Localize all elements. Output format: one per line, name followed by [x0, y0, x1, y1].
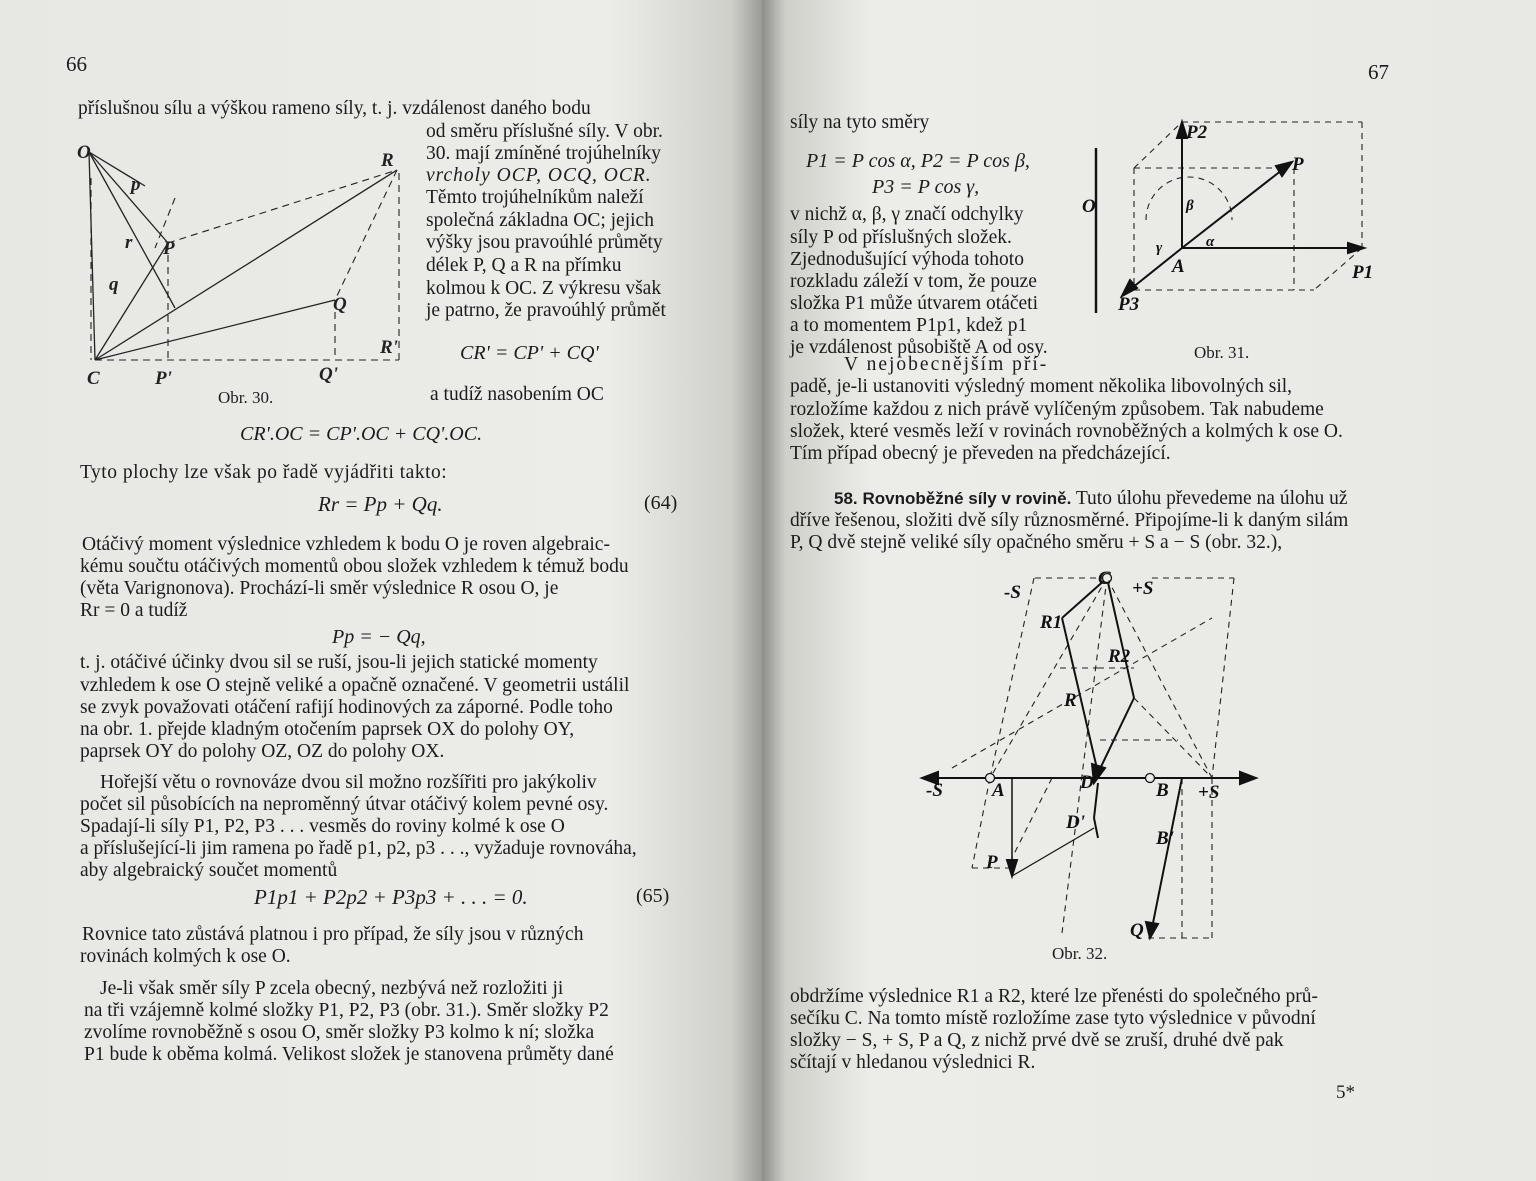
label-R2: R2: [1108, 646, 1131, 667]
text-line: zvolíme rovnoběžně s osou O, směr složky P3 kolmo k ní; složka: [84, 1022, 595, 1043]
figure-31-diagram: [1082, 108, 1382, 328]
text-line: na tři vzájemně kolmé složky P1, P2, P3 (obr. 31.). Směr složky P2: [84, 1000, 609, 1021]
label-D: D: [1080, 772, 1094, 793]
equation-p3: P3 = P cos γ,: [872, 176, 980, 198]
label-C: C: [87, 368, 100, 389]
label-A: A: [1172, 256, 1185, 277]
label-r: r: [125, 232, 133, 253]
text-line: rozložíme každou z nich právě vylíčeným způsobem. Tak nabudeme: [790, 399, 1324, 420]
text-line: kému součtu otáčivých momentů obou složek vzhledem k témuž bodu: [80, 556, 629, 577]
text-line: od směru příslušné síly. V obr.: [426, 121, 663, 142]
equation-65-number: (65): [636, 885, 670, 907]
text-line: (věta Varignonova). Prochází-li směr výslednice R osou O, je: [80, 578, 559, 599]
text-line: obdržíme výslednice R1 a R2, které lze přenésti do společného prů-: [790, 986, 1318, 1007]
text-line: rovinách kolmých k ose O.: [80, 946, 291, 967]
equation-64-number: (64): [644, 492, 678, 514]
label-p: p: [131, 174, 141, 195]
label-D-prime: D': [1066, 812, 1085, 833]
label-B: B: [1156, 780, 1169, 801]
label-R: R: [381, 150, 394, 171]
text-line: Otáčivý moment výslednice vzhledem k bodu O je roven algebraic-: [82, 534, 610, 555]
text-line: na obr. 1. přejde kladným otočením paprsek OX do polohy OY,: [80, 719, 575, 740]
text-line: a tudíž nasobením OC: [430, 384, 604, 405]
label-A: A: [992, 780, 1005, 801]
text-line: P, Q dvě stejně veliké síly opačného směru + S a − S (obr. 32.),: [790, 532, 1283, 553]
text-line: složka P1 může útvarem otáčeti: [790, 293, 1038, 314]
equation-64: Rr = Pp + Qq.: [318, 492, 443, 516]
label-plus-S-2: +S: [1198, 782, 1220, 803]
text-line: se zvyk považovati otáčení rafijí hodinových za záporné. Podle toho: [80, 697, 613, 718]
text-line: t. j. otáčivé účinky dvou sil se ruší, jsou-li jejich statické momenty: [80, 652, 598, 673]
text-line: Tím případ obecný je převeden na předcházející.: [790, 443, 1171, 464]
text-line: Zjednodušující výhoda tohoto: [790, 249, 1024, 270]
text-line: kolmou k OC. Z výkresu však: [426, 278, 662, 299]
label-P: P: [986, 852, 998, 873]
figure-32-caption: Obr. 32.: [1052, 944, 1108, 963]
figure-32-diagram: [912, 558, 1272, 950]
text-line: počet sil působících na neproměnný útvar otáčivý kolem pevné osy.: [80, 794, 609, 815]
label-alpha: α: [1206, 234, 1215, 250]
text-line: paprsek OY do polohy OZ, OZ do polohy OX.: [80, 741, 445, 762]
label-P1: P1: [1352, 262, 1374, 283]
right-page: [762, 0, 1536, 1181]
text-line: společná základna OC; jejich: [426, 210, 654, 231]
text-line: složek, které vesměs leží v rovinách rovnoběžných a kolmých k ose O.: [790, 421, 1343, 442]
text-line: délek P, Q a R na přímku: [426, 255, 622, 276]
text-line: sčítají v hledanou výslednici R.: [790, 1052, 1036, 1073]
label-q: q: [109, 274, 119, 295]
text-line: aby algebraický součet momentů: [80, 860, 338, 881]
figure-30-caption: Obr. 30.: [218, 388, 274, 407]
label-minus-S: -S: [1004, 582, 1021, 603]
text-line: Rovnice tato zůstává platnou i pro případ, že síly jsou v různých: [82, 924, 584, 945]
text-line: V nejobecnějším pří-: [844, 354, 1049, 375]
label-R-prime: R': [380, 337, 398, 358]
label-Q-prime: Q': [319, 364, 338, 385]
figure-31-caption: Obr. 31.: [1194, 343, 1250, 362]
text-line: sečíku C. Na tomto místě rozložíme zase tyto výslednice v původní: [790, 1008, 1316, 1029]
figure-30-diagram: [75, 138, 425, 393]
section-number: 58.: [834, 489, 858, 508]
equation-crp: CR' = CP' + CQ': [460, 342, 599, 364]
text-line: vrcholy OCP, OCQ, OCR.: [426, 165, 652, 186]
text-line: složky − S, + S, P a Q, z nichž prvé dvě se zruší, druhé dvě pak: [790, 1030, 1284, 1051]
text-line: Tyto plochy lze však po řadě vyjádřiti takto:: [80, 462, 448, 483]
label-R1: R1: [1040, 612, 1063, 633]
page-number-left: 66: [66, 52, 87, 76]
label-P: P: [163, 238, 175, 259]
text-line: v nichž α, β, γ značí odchylky: [790, 204, 1024, 225]
label-C: C: [1098, 568, 1111, 589]
text-line: Tuto úlohu převedeme na úlohu už: [1075, 488, 1348, 509]
text-line: příslušnou sílu a výškou rameno síly, t. j. vzdálenost daného bodu: [78, 98, 591, 119]
page-signature: 5*: [1336, 1082, 1355, 1103]
left-page: [0, 0, 762, 1181]
label-P: P: [1292, 154, 1304, 175]
text-line: síly na tyto směry: [790, 112, 930, 133]
text-line: je vzdálenost působiště A od osy.: [790, 337, 1048, 358]
text-line: výšky jsou pravoúhlé průměty: [426, 232, 663, 253]
label-O: O: [1082, 196, 1096, 217]
text-line: Rr = 0 a tudíž: [80, 600, 188, 621]
label-P2: P2: [1186, 122, 1208, 143]
text-line: Hořejší větu o rovnováze dvou sil možno rozšířiti pro jakýkoliv: [100, 772, 597, 793]
equation-components: P1 = P cos α, P2 = P cos β,: [806, 150, 1030, 172]
label-P-prime: P': [155, 368, 172, 389]
label-gamma: γ: [1156, 240, 1163, 256]
text-line: 30. mají zmíněné trojúhelníky: [426, 143, 662, 164]
label-O: O: [77, 142, 91, 163]
label-beta: β: [1186, 198, 1194, 214]
equation-pp: Pp = − Qq,: [332, 626, 426, 648]
page-number-right: 67: [1368, 60, 1389, 84]
section-heading: [834, 488, 1348, 510]
text-line: dříve řešenou, složiti dvě síly různosměrné. Připojíme-li k daným silám: [790, 510, 1349, 531]
label-plus-S: +S: [1132, 578, 1154, 599]
text-line: Je-li však směr síly P zcela obecný, nezbývá než rozložiti ji: [100, 978, 564, 999]
equation-product: CR'.OC = CP'.OC + CQ'.OC.: [240, 423, 483, 445]
text-line: a to momentem P1p1, kdež p1: [790, 315, 1028, 336]
text-line: rozkladu záleží v tom, že pouze: [790, 271, 1037, 292]
label-minus-S-2: -S: [926, 780, 943, 801]
text-line: síly P od příslušných složek.: [790, 227, 1012, 248]
text-line: padě, je-li ustanoviti výsledný moment několika libovolných sil,: [790, 376, 1293, 397]
section-title: Rovnoběžné síly v rovině.: [862, 489, 1072, 508]
label-B-prime: B': [1156, 828, 1174, 849]
text-line: vzhledem k ose O stejně veliké a opačně označené. V geometrii ustálil: [80, 675, 630, 696]
text-line: Těmto trojúhelníkům naleží: [426, 187, 644, 208]
label-Q: Q: [333, 294, 347, 315]
label-Q: Q: [1130, 920, 1144, 941]
text-line: a příslušející-li jim ramena po řadě p1, p2, p3 . . ., vyžaduje rovnováha,: [80, 838, 637, 859]
text-line: je patrno, že pravoúhlý průmět: [426, 300, 666, 321]
text-line: P1 bude k oběma kolmá. Velikost složek je stanovena průměty dané: [84, 1044, 614, 1065]
text-line: Spadají-li síly P1, P2, P3 . . . vesměs do roviny kolmé k ose O: [80, 816, 565, 837]
label-P3: P3: [1118, 294, 1140, 315]
equation-65: P1p1 + P2p2 + P3p3 + . . . = 0.: [254, 885, 528, 909]
label-R: R: [1064, 690, 1077, 711]
